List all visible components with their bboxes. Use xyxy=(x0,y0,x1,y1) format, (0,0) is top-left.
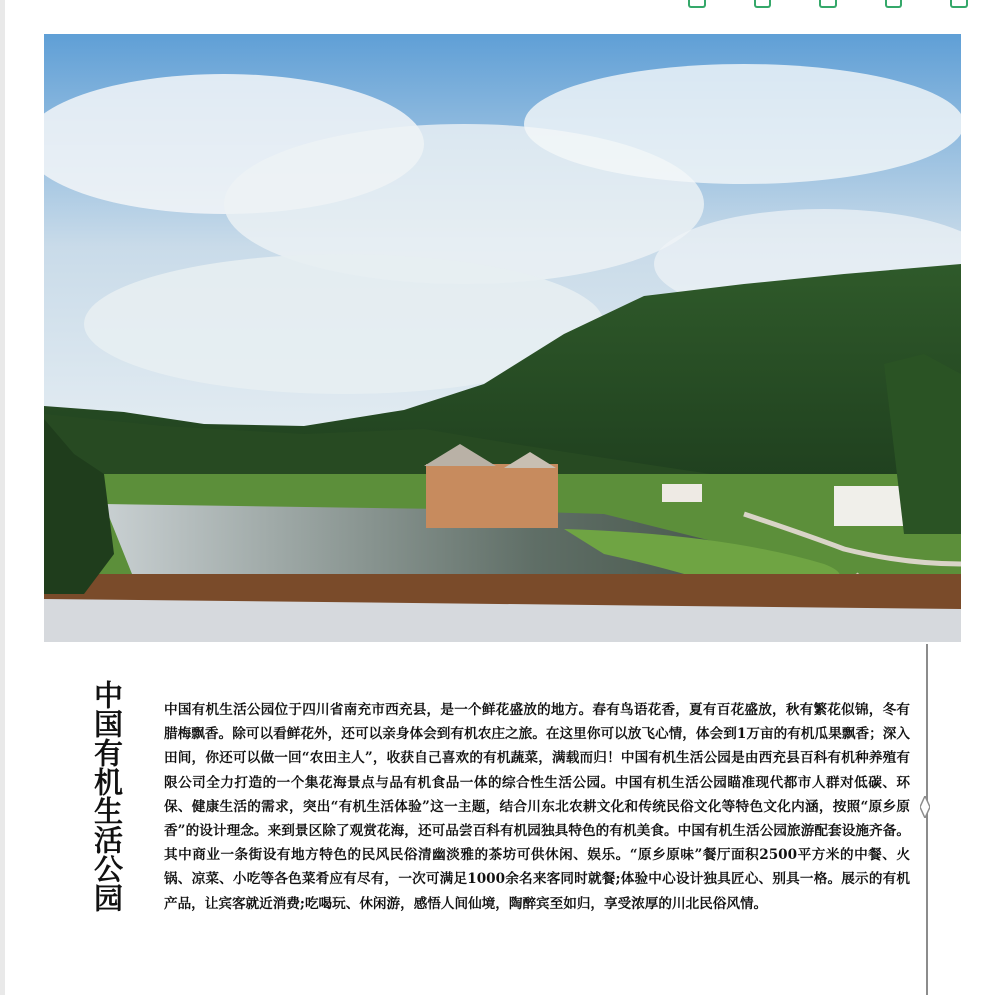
header-fragment xyxy=(754,0,772,8)
body-paragraph: 中国有机生活公园位于四川省南充市西充县，是一个鲜花盛放的地方。春有鸟语花香，夏有百花盛放，秋有繁花似锦，冬有腊梅飘香。除可以看鲜花外，还可以亲身体会到有机农庄之旅。在这里你可以放飞心情，体会到1万亩的有机瓜果飘香；深入田间，你还可以做一回“农田主人”，收获自己喜欢的有机蔬菜，满载而归！中国有机生活公园是由西充县百科有机种养殖有限公司全力打造的一个集花海景点与品有机食品一体的综合性生活公园。中国有机生活公园瞄准现代都市人群对低碳、环保、健康生活的需求，突出“有机生活体验”这一主题，结合川东北农耕文化和传统民俗文化等特色文化内涵，按照“原乡原香”的设计理念。来到景区除了观赏花海，还可品尝百科有机园独具特色的有机美食。中国有机生活公园旅游配套设施齐备。其中商业一条街设有地方特色的民风民俗清幽淡雅的茶坊可供休闲、娱乐。“原乡原味”餐厅面积2500平方米的中餐、火锅、凉菜、小吃等各色菜肴应有尽有，一次可满足1000余名来客同时就餐;体验中心设计独具匠心、别具一格。展示的有机产品，让宾客就近消费;吃喝玩、休闲游，感悟人间仙境，陶醉宾至如归，享受浓厚的川北民俗风情。 xyxy=(164,702,910,912)
diamond-icon xyxy=(920,796,930,818)
vertical-divider xyxy=(926,644,928,995)
header-fragment xyxy=(819,0,837,8)
header-decoration xyxy=(682,0,968,8)
header-fragment xyxy=(950,0,968,8)
left-edge-bar xyxy=(0,0,5,995)
landscape-photo xyxy=(44,34,961,642)
header-fragment xyxy=(688,0,706,8)
page-title: 中国有机生活公园 xyxy=(90,680,124,912)
header-fragment xyxy=(885,0,903,8)
